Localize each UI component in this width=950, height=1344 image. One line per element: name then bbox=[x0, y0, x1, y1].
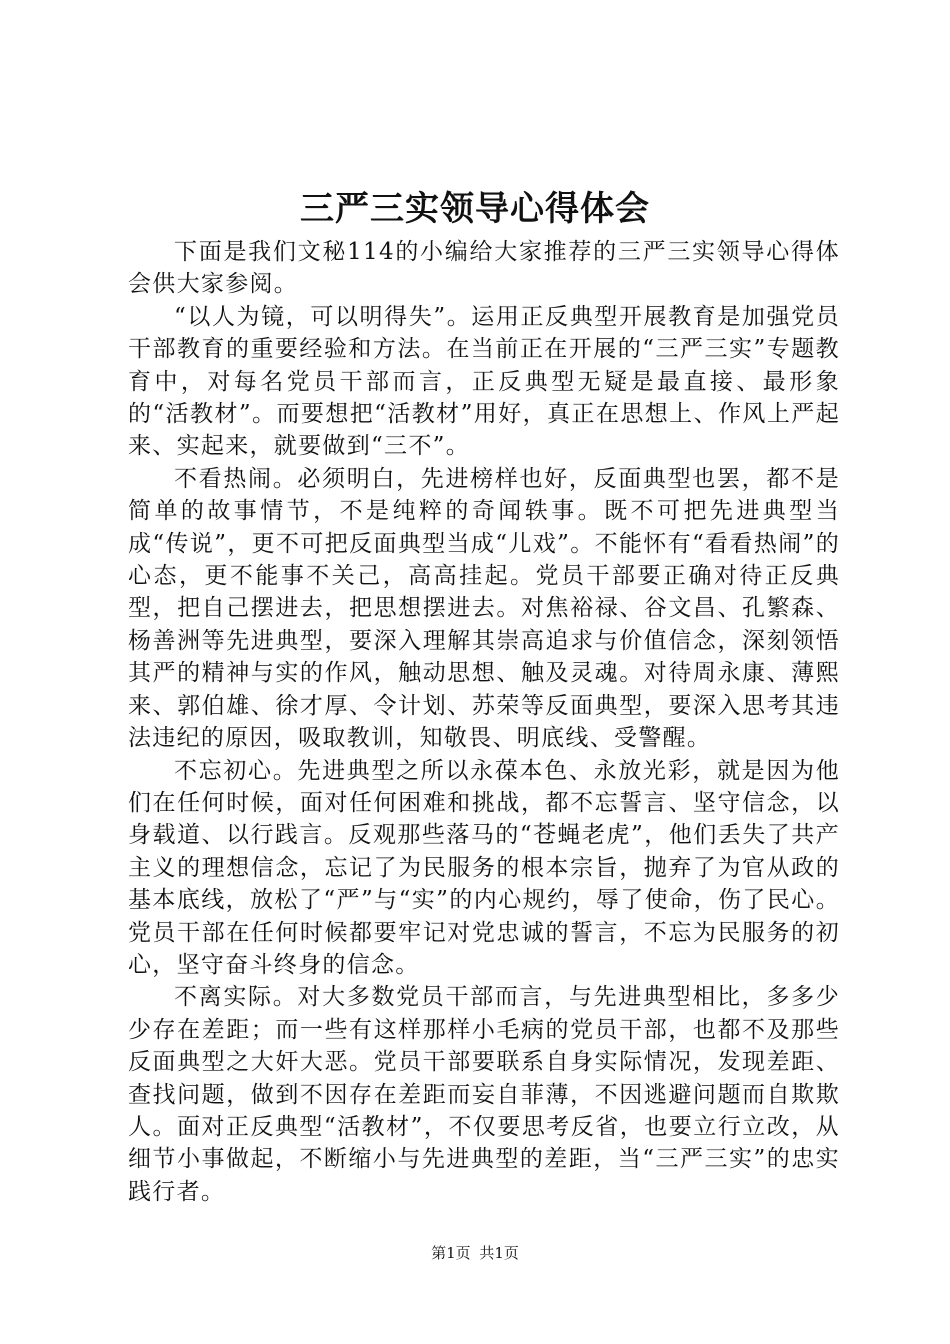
opening-paragraph: “以人为镜，可以明得失”。运用正反典型开展教育是加强党员干部教育的重要经验和方法。在当前正在开展的“三严三实”专题教育中，对每名党员干部而言，正反典型无疑是最直接、最形象的“活教材”。而要想把“活教材”用好，真正在思想上、作风上严起来、实起来，就要做到“三不”。 bbox=[128, 303, 840, 460]
document-title: 三严三实领导心得体会 bbox=[300, 189, 650, 229]
section-paragraph-original-aspiration: 不忘初心。先进典型之所以永葆本色、永放光彩，就是因为他们在任何时候，面对任何困难和挑战，都不忘誓言、坚守信念，以身载道、以行践言。反观那些落马的“苍蝇老虎”，他们丢失了共产主义的理想信念，忘记了为民服务的根本宗旨，抛弃了为官从政的基本底线，放松了“严”与“实”的内心规约，辱了使命，伤了民心。党员干部在任何时候都要牢记对党忠诚的誓言，不忘为民服务的初心，坚守奋斗终身的信念。 bbox=[128, 757, 840, 978]
page-number: 第1页 bbox=[431, 1244, 471, 1262]
section-paragraph-stay-practical: 不离实际。对大多数党员干部而言，与先进典型相比，多多少少存在差距；而一些有这样那样小毛病的党员干部，也都不及那些反面典型之大奸大恶。党员干部要联系自身实际情况，发现差距、查找问题，做到不因存在差距而妄自菲薄，不因逃避问题而自欺欺人。面对正反典型“活教材”，不仅要思考反省，也要立行立改，从细节小事做起，不断缩小与先进典型的差距，当“三严三实”的忠实践行者。 bbox=[128, 984, 840, 1205]
page-total: 共1页 bbox=[479, 1244, 519, 1262]
document-body bbox=[128, 236, 840, 1208]
page-footer bbox=[0, 1242, 950, 1264]
section-paragraph-not-spectating: 不看热闹。必须明白，先进榜样也好，反面典型也罢，都不是简单的故事情节，不是纯粹的奇闻轶事。既不可把先进典型当成“传说”，更不可把反面典型当成“儿戏”。不能怀有“看看热闹”的心态，更不能事不关己，高高挂起。党员干部要正确对待正反典型，把自己摆进去，把思想摆进去。对焦裕禄、谷文昌、孔繁森、杨善洲等先进典型，要深入理解其崇高追求与价值信念，深刻领悟其严的精神与实的作风，触动思想、触及灵魂。对待周永康、薄熙来、郭伯雄、徐才厚、令计划、苏荣等反面典型，要深入思考其违法违纪的原因，吸取教训，知敬畏、明底线、受警醒。 bbox=[128, 465, 840, 752]
intro-paragraph: 下面是我们文秘114的小编给大家推荐的三严三实领导心得体会供大家参阅。 bbox=[128, 239, 840, 298]
